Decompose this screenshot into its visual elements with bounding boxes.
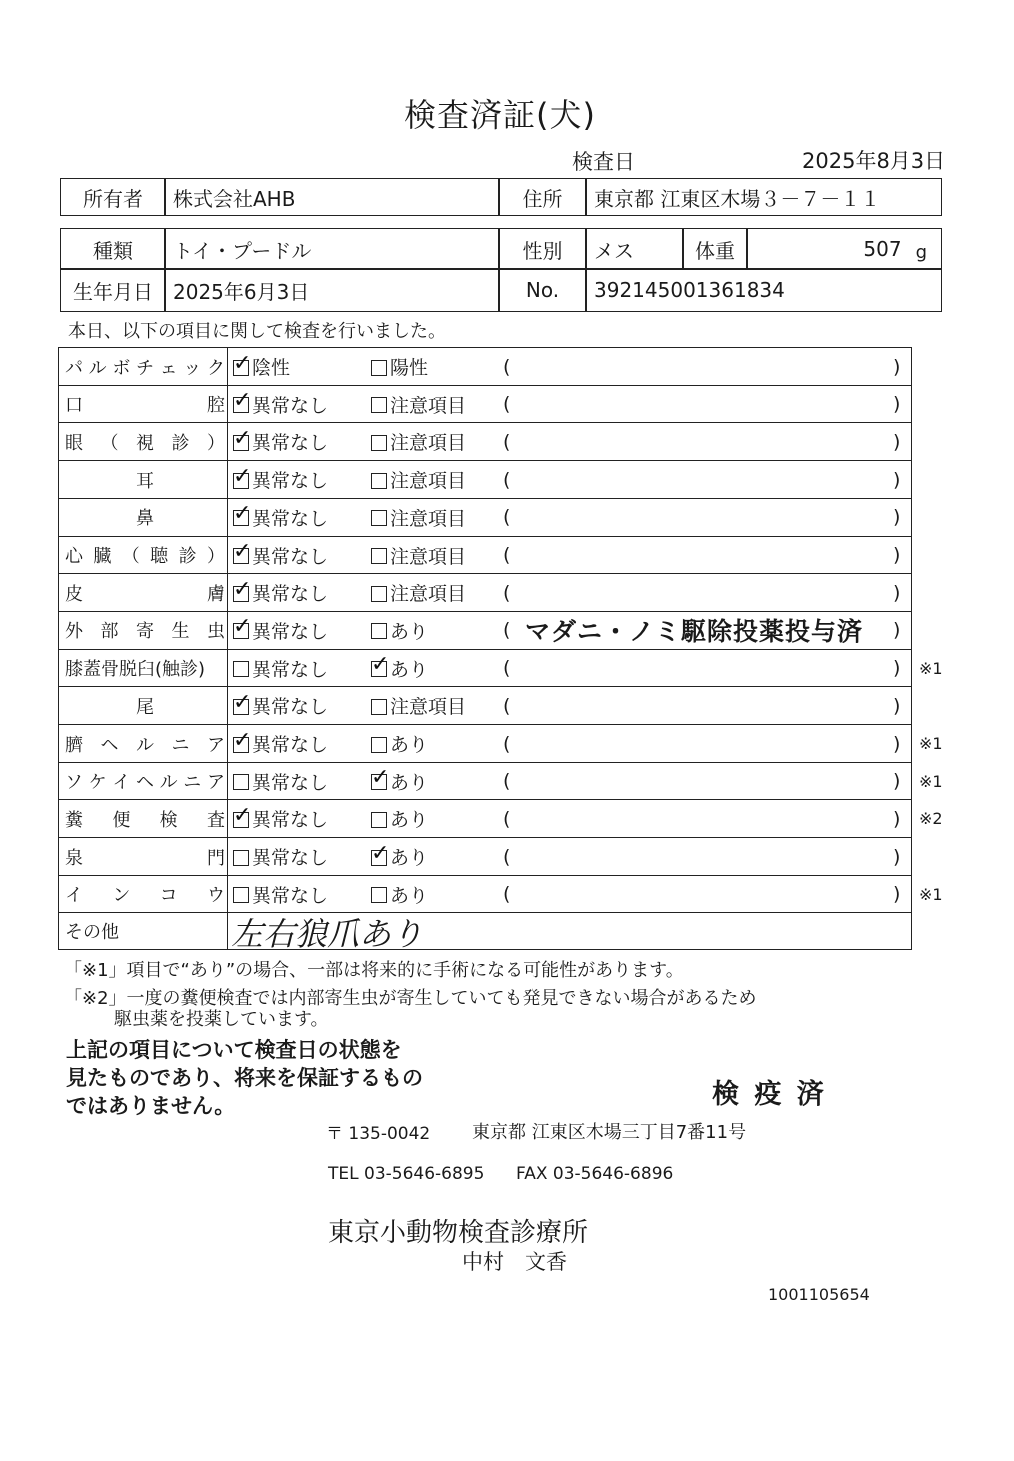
check-mark-icon: ✓ [371,765,390,791]
paren-open: ( [503,657,511,680]
checkbox[interactable] [233,802,252,828]
exam-date: 2025年8月3日 [802,149,946,173]
paren-close: ) [893,544,901,566]
paren-open: ( [503,393,511,416]
option-label: 異常なし [252,545,329,568]
checkbox[interactable] [233,887,249,903]
option-label: 注意項目 [390,470,467,493]
checkbox[interactable] [371,765,390,791]
item-label: 心 臓 （ 聴 診 ） [65,546,225,567]
paren-open: ( [503,544,511,566]
item-label: 臍 ヘ ル ニ ア [65,734,225,756]
check-mark-icon: ✓ [233,614,252,640]
option-label: 陰性 [252,357,291,379]
birth-label: 生年月日 [60,268,166,312]
checkbox[interactable] [371,652,390,678]
checkbox[interactable] [371,397,387,413]
check-mark-icon: ✓ [233,388,252,414]
weight-value: 507 [863,237,902,261]
option-normal[interactable] [233,763,328,800]
check-mark-icon: ✓ [371,840,390,866]
option-normal[interactable] [233,650,328,687]
paren-close: ) [893,468,901,491]
checkbox[interactable] [233,463,252,489]
paren-close: ) [893,845,901,868]
paren-close: ) [893,883,901,906]
checkbox[interactable] [371,360,387,376]
item-label: 耳 [136,470,154,492]
option-abnormal[interactable] [371,650,428,687]
checkbox[interactable] [233,425,252,451]
item-label: ソ ケ イ ヘ ル ニ ア [65,772,225,794]
check-mark-icon: ✓ [233,727,252,753]
checklist-row [58,347,912,385]
paren-close: ) [893,619,901,642]
checkbox[interactable] [233,689,252,715]
option-label: 異常なし [252,847,329,870]
footnote-2-line2: 駆虫薬を投薬しています。 [114,1009,329,1030]
option-label: 異常なし [252,432,329,455]
option-normal[interactable] [233,386,328,423]
option-label: あり [390,809,429,832]
option-normal[interactable] [233,612,328,649]
option-normal[interactable] [233,537,328,574]
paren-open: ( [503,581,511,604]
item-label: パ ル ボ チ ェ ッ ク [65,357,225,379]
weight-label: 体重 [682,228,748,270]
checkbox[interactable] [371,887,387,903]
paren-close: ) [893,657,901,680]
option-label: 注意項目 [390,696,467,719]
other-handwritten: 左右狼爪あり [231,915,424,953]
check-mark-icon: ✓ [233,689,252,715]
item-label: 口 腔 [65,395,225,417]
option-label: 異常なし [252,809,329,832]
checklist-row [58,385,912,423]
checklist-row [58,611,912,649]
clinic-tel: TEL 03-5646-6895 [328,1164,485,1184]
option-label: 陽性 [390,357,429,379]
address-value: 東京都 江東区木場３－７－１１ [585,178,942,216]
checklist-row [58,573,912,611]
intro-text: 本日、以下の項目に関して検査を行いました。 [68,321,446,342]
option-label: 異常なし [252,620,329,643]
checkbox[interactable] [233,774,249,790]
paren-close: ) [893,694,901,717]
item-label: 鼻 [136,508,154,530]
check-mark-icon: ✓ [233,501,252,527]
option-label: 異常なし [252,696,329,719]
option-abnormal[interactable] [371,386,466,423]
checklist-row [58,724,943,762]
checkbox[interactable] [371,812,387,828]
checkbox[interactable] [233,539,252,564]
checklist-row [58,762,943,800]
option-label: 異常なし [252,884,329,907]
checkbox[interactable] [233,661,249,677]
option-abnormal[interactable] [371,687,466,724]
check-mark-icon: ✓ [233,576,252,602]
checkbox[interactable] [233,501,252,527]
paren-close: ) [893,506,901,529]
paren-open: ( [503,619,511,642]
no-value: 392145001361834 [585,268,942,312]
option-label: 注意項目 [390,394,467,417]
option-label: 異常なし [252,658,329,681]
option-abnormal[interactable] [371,461,466,498]
option-label: あり [390,620,429,643]
remark-mark: ※1 [919,884,943,904]
option-abnormal[interactable] [371,612,428,649]
checklist-row [58,422,912,460]
clinic-name: 東京小動物検査診療所 [328,1218,589,1248]
checkbox[interactable] [233,850,249,866]
no-label: No. [498,268,587,312]
paren-open: ( [503,883,511,906]
option-label: 異常なし [252,771,329,794]
checklist-row [58,837,912,875]
paren-open: ( [503,506,511,529]
item-label: 糞 便 検 査 [65,809,225,831]
weight-unit: g [915,241,927,263]
option-label: あり [390,734,429,756]
option-normal[interactable] [233,348,290,385]
other-label: そ の 他 [65,922,119,943]
item-label: 皮 膚 [65,583,225,605]
option-label: 異常なし [252,734,329,756]
item-label: 泉 門 [65,847,225,869]
checklist-row [58,686,912,724]
serial-number: 1001105654 [768,1285,870,1304]
checkbox[interactable] [371,510,387,526]
option-abnormal[interactable] [371,725,428,762]
check-mark-icon: ✓ [233,350,252,376]
quarantine-stamp: 検 疫 済 [712,1079,827,1110]
other-row [58,912,912,953]
checkbox[interactable] [371,435,387,451]
paren-close: ) [893,355,901,378]
address-label: 住所 [498,178,587,216]
checkbox[interactable] [233,350,252,376]
option-abnormal[interactable] [371,348,428,385]
option-label: 注意項目 [390,507,467,530]
exam-date-label: 検査日 [572,150,635,174]
option-label: 注意項目 [390,545,467,568]
item-label: イ ン コ ウ [65,885,225,907]
checklist-row [58,498,912,536]
option-normal[interactable] [233,423,328,460]
option-normal[interactable] [233,687,328,724]
option-normal[interactable] [233,876,328,913]
option-label: あり [390,884,429,907]
owner-value: 株式会社AHB [164,178,500,216]
paren-open: ( [503,807,511,830]
option-label: 注意項目 [390,432,467,455]
option-normal[interactable] [233,800,328,837]
option-label: 異常なし [252,470,329,493]
paren-open: ( [503,468,511,491]
check-mark-icon: ✓ [233,539,252,564]
option-abnormal[interactable] [371,499,466,536]
item-label: 眼 （ 視 診 ） [65,432,225,454]
paren-close: ) [893,430,901,453]
clinic-fax: FAX 03-5646-6896 [516,1164,674,1184]
option-normal[interactable] [233,725,328,762]
option-label: あり [390,658,429,681]
item-label: 外 部 寄 生 虫 [65,621,225,643]
owner-label: 所有者 [60,178,166,216]
remark-mark: ※2 [919,809,943,829]
option-normal[interactable] [233,574,328,611]
weight-cell [746,228,942,270]
option-normal[interactable] [233,838,328,875]
sex-value: メス [585,228,684,270]
checkbox[interactable] [371,737,387,753]
option-abnormal[interactable] [371,423,466,460]
check-mark-icon: ✓ [233,802,252,828]
checkbox[interactable] [233,576,252,602]
document-title: 検査済証(犬) [404,96,596,134]
checkbox[interactable] [371,699,387,715]
paren-close: ) [893,807,901,830]
option-label: 異常なし [252,394,329,417]
option-abnormal[interactable] [371,838,428,875]
checklist-row [58,649,943,687]
statement-line1: 上記の項目について検査日の状態を [66,1038,402,1062]
option-abnormal[interactable] [371,574,466,611]
checklist-row [58,875,943,913]
paren-open: ( [503,694,511,717]
checkbox[interactable] [371,586,387,602]
breed-value: トイ・プードル [164,228,500,270]
checkbox[interactable] [371,840,390,866]
statement-line3: ではありません。 [66,1094,236,1118]
remark-mark: ※1 [919,771,943,791]
item-label: 尾 [136,696,154,718]
sex-label: 性別 [498,228,587,270]
check-mark-icon: ✓ [371,652,390,678]
checklist-row [58,460,912,498]
option-label: あり [390,847,429,870]
option-label: 異常なし [252,507,329,530]
option-abnormal[interactable] [371,876,428,913]
checkbox[interactable] [233,727,252,753]
footnote-1: 「※1」項目で“あり”の場合、一部は将来的に手術になる可能性があります。 [64,960,684,981]
paren-open: ( [503,770,511,793]
checklist-row [58,536,912,574]
postal-code: 〒 135-0042 [326,1124,431,1144]
paren-close: ) [893,732,901,755]
checklist-row [58,799,943,837]
paren-close: ) [893,393,901,416]
item-note: マダニ・ノミ駆除投薬投与済 [525,617,864,647]
paren-open: ( [503,732,511,755]
footnote-2-line1: 「※2」一度の糞便検査では内部寄生虫が寄生していても発見できない場合があるため [64,988,757,1009]
checkbox[interactable] [371,548,387,564]
option-normal[interactable] [233,499,328,536]
statement-line2: 見たものであり、将来を保証するもの [66,1066,423,1090]
doctor-name: 中村 文香 [462,1250,567,1274]
option-label: 注意項目 [390,583,467,606]
remark-mark: ※1 [919,658,943,678]
paren-open: ( [503,845,511,868]
checkbox[interactable] [371,473,387,489]
option-label: あり [390,771,429,794]
paren-open: ( [503,355,511,378]
option-label: 異常なし [252,583,329,606]
option-abnormal[interactable] [371,537,466,574]
clinic-address: 東京都 江東区木場三丁目7番11号 [472,1122,747,1143]
paren-close: ) [893,770,901,793]
checkbox[interactable] [371,623,387,639]
check-mark-icon: ✓ [233,463,252,489]
check-mark-icon: ✓ [233,425,252,451]
option-normal[interactable] [233,461,328,498]
checkbox[interactable] [233,388,252,414]
option-abnormal[interactable] [371,800,428,837]
paren-close: ) [893,581,901,604]
option-abnormal[interactable] [371,763,428,800]
remark-mark: ※1 [919,734,943,753]
paren-open: ( [503,430,511,453]
checkbox[interactable] [233,614,252,640]
item-label: 膝蓋骨脱臼(触診) [65,659,206,681]
breed-label: 種類 [60,228,166,270]
birth-value: 2025年6月3日 [164,268,500,312]
